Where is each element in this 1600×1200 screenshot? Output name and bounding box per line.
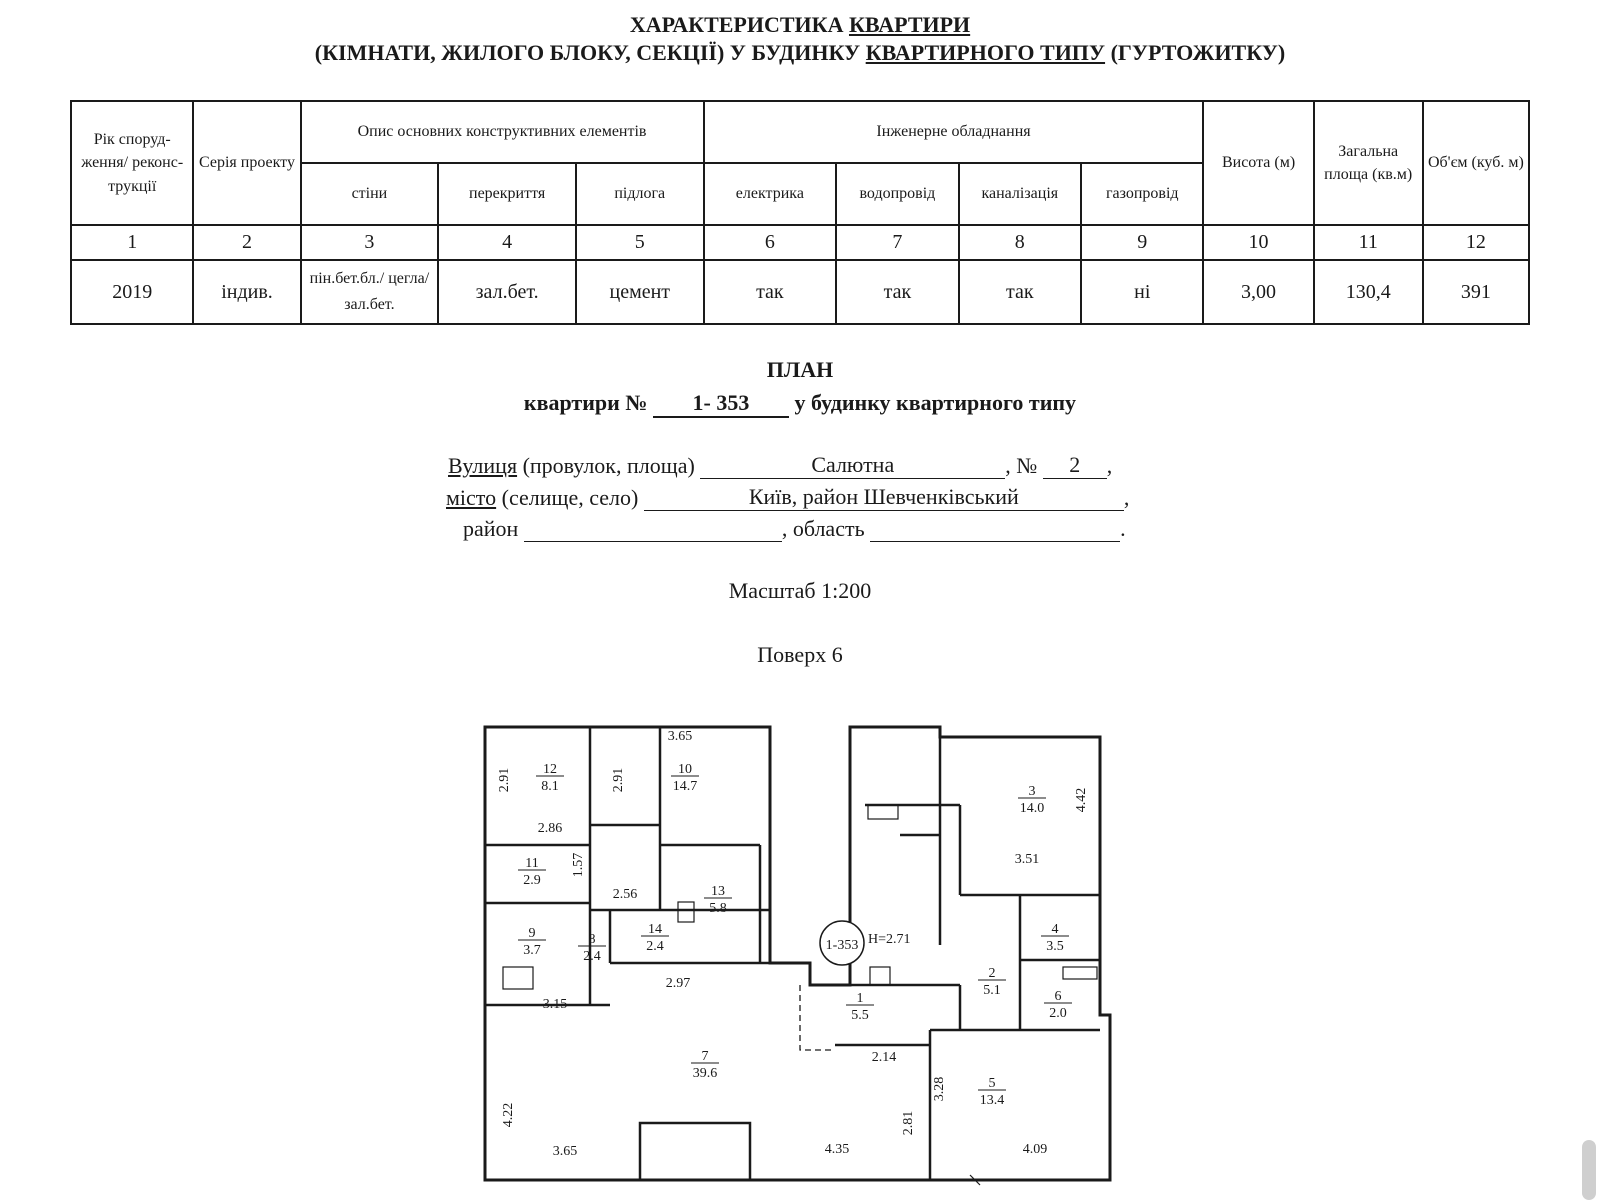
room-number: 3 [1028,784,1036,799]
dimension-label: 4.09 [1022,1142,1048,1157]
header-height: Висота (м) [1203,101,1313,225]
column-number: 10 [1203,225,1313,260]
header-ceilings: перекриття [438,163,576,225]
dimension-label: 3.65 [667,729,693,744]
section-title-line1: ХАРАКТЕРИСТИКА КВАРТИРИ [629,12,971,37]
floor-plan-drawing [470,705,1150,1195]
dimension-label: 1.57 [571,852,586,878]
header-floor: підлога [576,163,704,225]
dimension-label: 2.91 [611,767,626,793]
column-number: 12 [1423,225,1529,260]
room-area: 3.5 [1046,939,1064,954]
street-value: Салютна [700,452,1005,479]
scale-label: Масштаб 1:200 [728,578,872,603]
column-number: 5 [576,225,704,260]
room-number: 9 [528,926,536,941]
room-area: 5.1 [983,983,1001,998]
header-year: Рік споруд-ження/ реконс-трукції [71,101,193,225]
room-number: 11 [525,856,539,871]
room-area: 14.7 [672,779,698,794]
dimension-label: 3.65 [552,1144,578,1159]
column-numbers-row [71,225,1529,260]
room-area: 8.1 [541,779,559,794]
value-year: 2019 [71,260,193,324]
room-6 [1044,989,1072,1021]
room-number: 6 [1054,989,1062,1004]
room-area: 2.0 [1049,1006,1067,1021]
room-number: 2 [988,966,996,981]
value-sewer: так [959,260,1081,324]
header-electric: електрика [704,163,837,225]
value-walls: пін.бет.бл./ цегла/зал.бет. [301,260,439,324]
room-area: 2.4 [583,949,601,964]
apartment-line: квартири № 1- 353 у будинку квартирного типу [0,390,1600,418]
floor-label: Поверх 6 [757,642,843,667]
header-area: Загальна площа (кв.м) [1314,101,1423,225]
street-line: Вулиця (провулок, площа) Салютна , № 2 , [448,452,1113,478]
header-sewer: каналізація [959,163,1081,225]
room-14 [641,922,669,954]
column-number: 7 [836,225,958,260]
apartment-badge [820,921,864,965]
value-height: 3,00 [1203,260,1313,324]
room-number: 13 [711,884,725,899]
room-number: 10 [678,762,692,777]
height-note: H=2.71 [868,932,911,947]
room-area: 14.0 [1019,801,1045,816]
value-ceilings: зал.бет. [438,260,576,324]
room-number: 4 [1051,922,1059,937]
column-number: 8 [959,225,1081,260]
dimension-label: 2.86 [537,821,563,836]
house-number: 2 [1043,452,1107,479]
room-number: 7 [701,1049,709,1064]
room-3 [1018,784,1046,816]
value-floor: цемент [576,260,704,324]
value-gas: ні [1081,260,1203,324]
header-water: водопровід [836,163,958,225]
room-number: 8 [588,932,596,947]
dimension-label: 2.91 [497,767,512,793]
room-12 [536,762,564,794]
room-number: 5 [988,1076,996,1091]
header-gas: газопровід [1081,163,1203,225]
dimension-label: 3.51 [1014,852,1040,867]
room-9 [518,926,546,958]
header-series: Серія проекту [193,101,300,225]
column-number: 3 [301,225,439,260]
room-area: 5.8 [709,901,727,916]
room-7 [691,1049,719,1081]
column-number: 11 [1314,225,1423,260]
room-4 [1041,922,1069,954]
apartment-number: 1- 353 [653,390,789,418]
dimension-label: 2.56 [612,887,638,902]
value-electric: так [704,260,837,324]
room-2 [978,966,1006,998]
value-volume: 391 [1423,260,1529,324]
city-value: Київ, район Шевченківський [644,484,1124,511]
header-engineering: Інженерне обладнання [704,101,1204,163]
column-number: 2 [193,225,300,260]
dimension-label: 4.22 [501,1102,516,1128]
column-number: 4 [438,225,576,260]
column-number: 6 [704,225,837,260]
value-water: так [836,260,958,324]
district-line: район , область . [463,516,1126,541]
dimension-label: 2.14 [871,1050,897,1065]
room-11 [518,856,546,888]
column-number: 1 [71,225,193,260]
room-area: 2.9 [523,873,541,888]
city-line: місто (селище, село) Київ, район Шевченківський , [446,484,1130,510]
header-volume: Об'єм (куб. м) [1423,101,1529,225]
plan-title: ПЛАН [766,357,834,382]
district-value [524,541,782,542]
room-area: 13.4 [979,1093,1005,1108]
dimension-label: 4.35 [824,1142,850,1157]
dimension-label: 2.97 [665,976,691,991]
room-8 [578,932,606,964]
section-title-line2: (КІМНАТИ, ЖИЛОГО БЛОКУ, СЕКЦІЇ) У БУДИНКУ КВАРТИРНОГО ТИПУ (ГУРТОЖИТКУ) [314,40,1286,65]
scrollbar-thumb[interactable] [1582,1140,1596,1200]
header-structure: Опис основних конструктивних елементів [301,101,704,163]
region-value [870,541,1120,542]
room-number: 14 [648,922,662,937]
header-walls: стіни [301,163,439,225]
room-number: 12 [543,762,557,777]
room-5 [978,1076,1006,1108]
value-area: 130,4 [1314,260,1423,324]
room-area: 39.6 [692,1066,718,1081]
values-row [71,260,1529,324]
room-number: 1 [856,991,864,1006]
dimension-label: 2.81 [901,1110,916,1136]
room-area: 3.7 [523,943,541,958]
room-area: 5.5 [851,1008,869,1023]
characteristics-table [70,100,1530,325]
column-number: 9 [1081,225,1203,260]
room-1 [846,991,874,1023]
room-10 [671,762,699,794]
dimension-label: 4.42 [1074,787,1089,813]
apartment-badge-label: 1-353 [825,938,859,953]
value-series: індив. [193,260,300,324]
room-area: 2.4 [646,939,664,954]
dimension-label: 3.28 [932,1076,947,1102]
dimension-label: 3.15 [542,997,568,1012]
